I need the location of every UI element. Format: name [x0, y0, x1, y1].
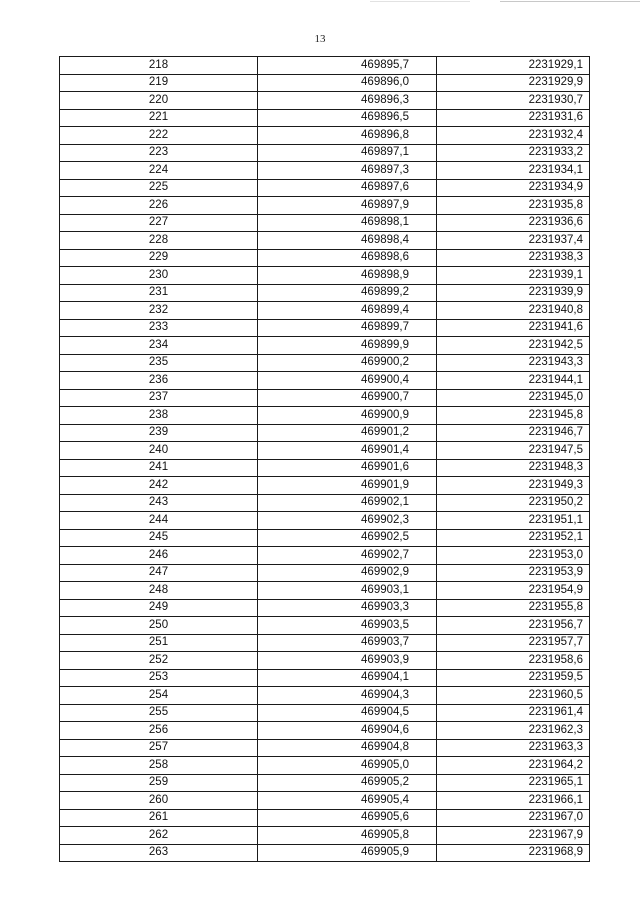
x-coordinate-cell: 469905,8 — [258, 827, 437, 845]
y-coordinate-cell: 2231930,7 — [437, 92, 590, 110]
x-coordinate-cell: 469904,6 — [258, 722, 437, 740]
table-row — [60, 792, 590, 810]
table-row — [60, 284, 590, 302]
y-coordinate-cell: 2231959,5 — [437, 669, 590, 687]
y-coordinate-cell: 2231950,2 — [437, 494, 590, 512]
point-number-cell: 255 — [60, 704, 258, 722]
x-coordinate-cell: 469897,1 — [258, 144, 437, 162]
y-coordinate-cell: 2231968,9 — [437, 844, 590, 862]
y-coordinate-cell: 2231945,0 — [437, 389, 590, 407]
page-number: 13 — [314, 33, 326, 45]
table-row — [60, 809, 590, 827]
point-number-cell: 249 — [60, 599, 258, 617]
y-coordinate-cell: 2231957,7 — [437, 634, 590, 652]
table-row — [60, 424, 590, 442]
x-coordinate-cell: 469902,1 — [258, 494, 437, 512]
point-number-cell: 221 — [60, 109, 258, 127]
table-row — [60, 512, 590, 530]
table-row — [60, 757, 590, 775]
table-row — [60, 249, 590, 267]
point-number-cell: 219 — [60, 74, 258, 92]
y-coordinate-cell: 2231963,3 — [437, 739, 590, 757]
table-row — [60, 477, 590, 495]
table-row — [60, 582, 590, 600]
table-row — [60, 127, 590, 145]
point-number-cell: 236 — [60, 372, 258, 390]
y-coordinate-cell: 2231949,3 — [437, 477, 590, 495]
x-coordinate-cell: 469899,4 — [258, 302, 437, 320]
y-coordinate-cell: 2231945,8 — [437, 407, 590, 425]
point-number-cell: 242 — [60, 477, 258, 495]
point-number-cell: 240 — [60, 442, 258, 460]
table-row — [60, 827, 590, 845]
x-coordinate-cell: 469899,9 — [258, 337, 437, 355]
x-coordinate-cell: 469903,9 — [258, 652, 437, 670]
point-number-cell: 229 — [60, 249, 258, 267]
table-row — [60, 722, 590, 740]
y-coordinate-cell: 2231946,7 — [437, 424, 590, 442]
x-coordinate-cell: 469898,1 — [258, 214, 437, 232]
y-coordinate-cell: 2231962,3 — [437, 722, 590, 740]
x-coordinate-cell: 469896,0 — [258, 74, 437, 92]
x-coordinate-cell: 469901,6 — [258, 459, 437, 477]
point-number-cell: 246 — [60, 547, 258, 565]
point-number-cell: 258 — [60, 757, 258, 775]
point-number-cell: 222 — [60, 127, 258, 145]
table-row — [60, 407, 590, 425]
point-number-cell: 260 — [60, 792, 258, 810]
y-coordinate-cell: 2231943,3 — [437, 354, 590, 372]
x-coordinate-cell: 469905,4 — [258, 792, 437, 810]
table-row — [60, 617, 590, 635]
point-number-cell: 259 — [60, 774, 258, 792]
point-number-cell: 218 — [60, 57, 258, 75]
y-coordinate-cell: 2231953,9 — [437, 564, 590, 582]
table-row — [60, 57, 590, 75]
y-coordinate-cell: 2231939,9 — [437, 284, 590, 302]
scan-artifact-line — [370, 1, 470, 2]
table-row — [60, 687, 590, 705]
point-number-cell: 261 — [60, 809, 258, 827]
x-coordinate-cell: 469898,4 — [258, 232, 437, 250]
table-row — [60, 529, 590, 547]
table-row — [60, 599, 590, 617]
y-coordinate-cell: 2231934,9 — [437, 179, 590, 197]
x-coordinate-cell: 469904,3 — [258, 687, 437, 705]
table-row — [60, 389, 590, 407]
point-number-cell: 235 — [60, 354, 258, 372]
point-number-cell: 248 — [60, 582, 258, 600]
point-number-cell: 227 — [60, 214, 258, 232]
x-coordinate-cell: 469905,0 — [258, 757, 437, 775]
table-row — [60, 319, 590, 337]
point-number-cell: 256 — [60, 722, 258, 740]
y-coordinate-cell: 2231933,2 — [437, 144, 590, 162]
y-coordinate-cell: 2231951,1 — [437, 512, 590, 530]
point-number-cell: 233 — [60, 319, 258, 337]
table-row — [60, 92, 590, 110]
y-coordinate-cell: 2231965,1 — [437, 774, 590, 792]
point-number-cell: 254 — [60, 687, 258, 705]
x-coordinate-cell: 469898,9 — [258, 267, 437, 285]
y-coordinate-cell: 2231929,1 — [437, 57, 590, 75]
y-coordinate-cell: 2231964,2 — [437, 757, 590, 775]
table-row — [60, 564, 590, 582]
x-coordinate-cell: 469897,6 — [258, 179, 437, 197]
x-coordinate-cell: 469903,7 — [258, 634, 437, 652]
point-number-cell: 231 — [60, 284, 258, 302]
y-coordinate-cell: 2231956,7 — [437, 617, 590, 635]
x-coordinate-cell: 469901,4 — [258, 442, 437, 460]
table-row — [60, 74, 590, 92]
x-coordinate-cell: 469899,2 — [258, 284, 437, 302]
table-row — [60, 704, 590, 722]
x-coordinate-cell: 469902,7 — [258, 547, 437, 565]
point-number-cell: 223 — [60, 144, 258, 162]
point-number-cell: 220 — [60, 92, 258, 110]
table-row — [60, 652, 590, 670]
table-row — [60, 669, 590, 687]
x-coordinate-cell: 469903,5 — [258, 617, 437, 635]
x-coordinate-cell: 469902,5 — [258, 529, 437, 547]
y-coordinate-cell: 2231935,8 — [437, 197, 590, 215]
x-coordinate-cell: 469905,6 — [258, 809, 437, 827]
y-coordinate-cell: 2231941,6 — [437, 319, 590, 337]
table-row — [60, 144, 590, 162]
y-coordinate-cell: 2231967,9 — [437, 827, 590, 845]
point-number-cell: 243 — [60, 494, 258, 512]
y-coordinate-cell: 2231944,1 — [437, 372, 590, 390]
x-coordinate-cell: 469900,4 — [258, 372, 437, 390]
table-row — [60, 109, 590, 127]
table-row — [60, 267, 590, 285]
table-row — [60, 232, 590, 250]
table-row — [60, 844, 590, 862]
point-number-cell: 251 — [60, 634, 258, 652]
table-row — [60, 372, 590, 390]
point-number-cell: 250 — [60, 617, 258, 635]
y-coordinate-cell: 2231954,9 — [437, 582, 590, 600]
table-row — [60, 162, 590, 180]
table-row — [60, 179, 590, 197]
y-coordinate-cell: 2231942,5 — [437, 337, 590, 355]
table-row — [60, 214, 590, 232]
table-row — [60, 739, 590, 757]
x-coordinate-cell: 469899,7 — [258, 319, 437, 337]
x-coordinate-cell: 469896,5 — [258, 109, 437, 127]
point-number-cell: 247 — [60, 564, 258, 582]
y-coordinate-cell: 2231939,1 — [437, 267, 590, 285]
point-number-cell: 241 — [60, 459, 258, 477]
coordinates-table-body — [60, 57, 590, 862]
table-row — [60, 197, 590, 215]
x-coordinate-cell: 469900,9 — [258, 407, 437, 425]
x-coordinate-cell: 469896,8 — [258, 127, 437, 145]
x-coordinate-cell: 469902,9 — [258, 564, 437, 582]
point-number-cell: 245 — [60, 529, 258, 547]
x-coordinate-cell: 469902,3 — [258, 512, 437, 530]
x-coordinate-cell: 469897,3 — [258, 162, 437, 180]
table-row — [60, 547, 590, 565]
point-number-cell: 238 — [60, 407, 258, 425]
x-coordinate-cell: 469904,1 — [258, 669, 437, 687]
y-coordinate-cell: 2231967,0 — [437, 809, 590, 827]
x-coordinate-cell: 469904,8 — [258, 739, 437, 757]
x-coordinate-cell: 469898,6 — [258, 249, 437, 267]
x-coordinate-cell: 469905,9 — [258, 844, 437, 862]
point-number-cell: 226 — [60, 197, 258, 215]
scan-artifact-line — [500, 1, 640, 2]
x-coordinate-cell: 469905,2 — [258, 774, 437, 792]
y-coordinate-cell: 2231948,3 — [437, 459, 590, 477]
x-coordinate-cell: 469903,1 — [258, 582, 437, 600]
coordinates-table — [59, 56, 590, 862]
point-number-cell: 244 — [60, 512, 258, 530]
table-row — [60, 442, 590, 460]
y-coordinate-cell: 2231961,4 — [437, 704, 590, 722]
y-coordinate-cell: 2231932,4 — [437, 127, 590, 145]
point-number-cell: 253 — [60, 669, 258, 687]
x-coordinate-cell: 469904,5 — [258, 704, 437, 722]
y-coordinate-cell: 2231938,3 — [437, 249, 590, 267]
point-number-cell: 224 — [60, 162, 258, 180]
y-coordinate-cell: 2231936,6 — [437, 214, 590, 232]
point-number-cell: 237 — [60, 389, 258, 407]
table-row — [60, 634, 590, 652]
y-coordinate-cell: 2231960,5 — [437, 687, 590, 705]
y-coordinate-cell: 2231947,5 — [437, 442, 590, 460]
point-number-cell: 232 — [60, 302, 258, 320]
y-coordinate-cell: 2231966,1 — [437, 792, 590, 810]
x-coordinate-cell: 469900,2 — [258, 354, 437, 372]
point-number-cell: 257 — [60, 739, 258, 757]
y-coordinate-cell: 2231958,6 — [437, 652, 590, 670]
y-coordinate-cell: 2231931,6 — [437, 109, 590, 127]
table-row — [60, 459, 590, 477]
y-coordinate-cell: 2231937,4 — [437, 232, 590, 250]
y-coordinate-cell: 2231952,1 — [437, 529, 590, 547]
point-number-cell: 230 — [60, 267, 258, 285]
x-coordinate-cell: 469900,7 — [258, 389, 437, 407]
x-coordinate-cell: 469903,3 — [258, 599, 437, 617]
table-row — [60, 302, 590, 320]
point-number-cell: 234 — [60, 337, 258, 355]
x-coordinate-cell: 469901,9 — [258, 477, 437, 495]
point-number-cell: 225 — [60, 179, 258, 197]
table-row — [60, 337, 590, 355]
x-coordinate-cell: 469901,2 — [258, 424, 437, 442]
point-number-cell: 252 — [60, 652, 258, 670]
table-row — [60, 354, 590, 372]
y-coordinate-cell: 2231955,8 — [437, 599, 590, 617]
y-coordinate-cell: 2231953,0 — [437, 547, 590, 565]
point-number-cell: 228 — [60, 232, 258, 250]
x-coordinate-cell: 469897,9 — [258, 197, 437, 215]
table-row — [60, 774, 590, 792]
x-coordinate-cell: 469896,3 — [258, 92, 437, 110]
table-row — [60, 494, 590, 512]
point-number-cell: 262 — [60, 827, 258, 845]
point-number-cell: 239 — [60, 424, 258, 442]
y-coordinate-cell: 2231929,9 — [437, 74, 590, 92]
point-number-cell: 263 — [60, 844, 258, 862]
y-coordinate-cell: 2231934,1 — [437, 162, 590, 180]
y-coordinate-cell: 2231940,8 — [437, 302, 590, 320]
x-coordinate-cell: 469895,7 — [258, 57, 437, 75]
